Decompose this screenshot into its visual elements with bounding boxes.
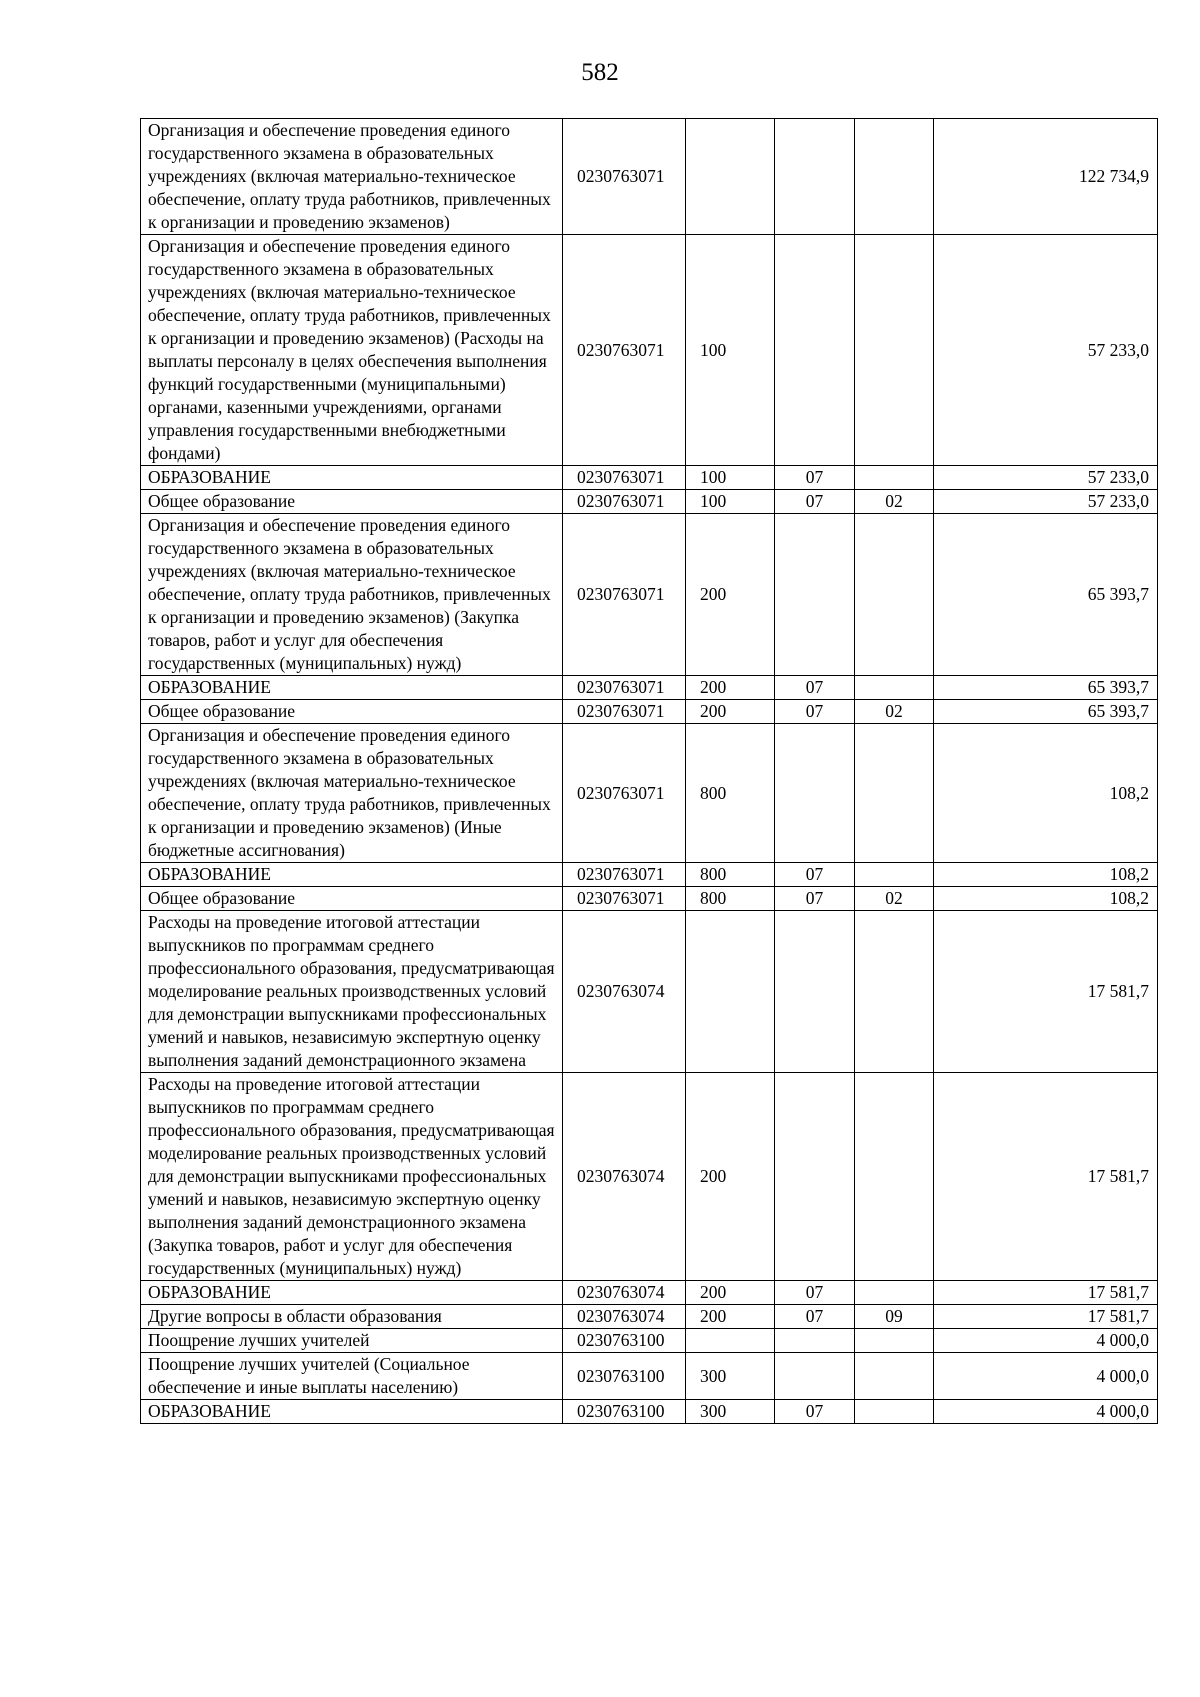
amount-cell: 57 233,0: [934, 466, 1158, 490]
target-article-cell: 0230763071: [563, 235, 686, 466]
expense-name-cell: ОБРАЗОВАНИЕ: [141, 676, 563, 700]
expense-type-cell: [686, 1329, 775, 1353]
section-cell: [775, 119, 855, 235]
section-cell: [775, 724, 855, 863]
target-article-cell: 0230763071: [563, 119, 686, 235]
table-row: [141, 676, 1158, 700]
table-row: [141, 724, 1158, 863]
table-row: [141, 700, 1158, 724]
subsection-cell: [855, 676, 934, 700]
target-article-cell: 0230763071: [563, 466, 686, 490]
amount-cell: 65 393,7: [934, 514, 1158, 676]
target-article-cell: 0230763071: [563, 724, 686, 863]
target-article-cell: 0230763074: [563, 911, 686, 1073]
subsection-cell: [855, 1400, 934, 1424]
expense-type-cell: 300: [686, 1400, 775, 1424]
table-row: [141, 911, 1158, 1073]
amount-cell: 4 000,0: [934, 1329, 1158, 1353]
amount-cell: 17 581,7: [934, 1281, 1158, 1305]
amount-cell: 122 734,9: [934, 119, 1158, 235]
subsection-cell: [855, 119, 934, 235]
subsection-cell: [855, 911, 934, 1073]
table-row: [141, 235, 1158, 466]
expense-name-cell: Общее образование: [141, 700, 563, 724]
expense-name-cell: Организация и обеспечение проведения единого государственного экзамена в образовательных учреждениях (включая материально-техническое обеспечение, оплату труда работников, привлеченных к организации и проведению экзаменов) (Иные бюджетные ассигнования): [141, 724, 563, 863]
table-row: [141, 1353, 1158, 1400]
expense-name-cell: Организация и обеспечение проведения единого государственного экзамена в образовательных учреждениях (включая материально-техническое обеспечение, оплату труда работников, привлеченных к организации и проведению экзаменов) (Закупка товаров, работ и услуг для обеспечения государственных (муниципальных) нужд): [141, 514, 563, 676]
section-cell: [775, 1329, 855, 1353]
amount-cell: 65 393,7: [934, 676, 1158, 700]
table-row: [141, 490, 1158, 514]
table-row: [141, 1073, 1158, 1281]
target-article-cell: 0230763100: [563, 1353, 686, 1400]
subsection-cell: [855, 1281, 934, 1305]
expense-name-cell: ОБРАЗОВАНИЕ: [141, 466, 563, 490]
target-article-cell: 0230763071: [563, 887, 686, 911]
expense-type-cell: 200: [686, 676, 775, 700]
target-article-cell: 0230763071: [563, 863, 686, 887]
amount-cell: 4 000,0: [934, 1353, 1158, 1400]
section-cell: 07: [775, 863, 855, 887]
amount-cell: 57 233,0: [934, 490, 1158, 514]
expense-name-cell: ОБРАЗОВАНИЕ: [141, 1400, 563, 1424]
expense-type-cell: 100: [686, 466, 775, 490]
expense-type-cell: 300: [686, 1353, 775, 1400]
subsection-cell: 09: [855, 1305, 934, 1329]
amount-cell: 65 393,7: [934, 700, 1158, 724]
section-cell: [775, 235, 855, 466]
expense-name-cell: Другие вопросы в области образования: [141, 1305, 563, 1329]
expense-type-cell: 800: [686, 724, 775, 863]
expense-type-cell: [686, 119, 775, 235]
section-cell: 07: [775, 676, 855, 700]
expense-type-cell: 200: [686, 1281, 775, 1305]
table-row: [141, 1329, 1158, 1353]
page-number: 582: [581, 59, 619, 86]
section-cell: 07: [775, 1305, 855, 1329]
target-article-cell: 0230763074: [563, 1281, 686, 1305]
amount-cell: 17 581,7: [934, 911, 1158, 1073]
table-row: [141, 514, 1158, 676]
expense-type-cell: 200: [686, 700, 775, 724]
subsection-cell: [855, 724, 934, 863]
target-article-cell: 0230763074: [563, 1073, 686, 1281]
budget-table-body: [141, 119, 1158, 1424]
section-cell: [775, 1073, 855, 1281]
subsection-cell: [855, 466, 934, 490]
expense-name-cell: Поощрение лучших учителей: [141, 1329, 563, 1353]
expense-name-cell: Организация и обеспечение проведения единого государственного экзамена в образовательных учреждениях (включая материально-техническое обеспечение, оплату труда работников, привлеченных к организации и проведению экзаменов): [141, 119, 563, 235]
section-cell: 07: [775, 887, 855, 911]
target-article-cell: 0230763100: [563, 1400, 686, 1424]
amount-cell: 57 233,0: [934, 235, 1158, 466]
table-row: [141, 119, 1158, 235]
expense-type-cell: 800: [686, 887, 775, 911]
table-row: [141, 1305, 1158, 1329]
section-cell: [775, 514, 855, 676]
budget-table: [140, 118, 1158, 1424]
section-cell: [775, 911, 855, 1073]
table-row: [141, 1281, 1158, 1305]
subsection-cell: 02: [855, 887, 934, 911]
expense-name-cell: Расходы на проведение итоговой аттестации выпускников по программам среднего профессионального образования, предусматривающая моделирование реальных производственных условий для демонстрации выпускниками профессиональных умений и навыков, независимую экспертную оценку выполнения заданий демонстрационного экзамена: [141, 911, 563, 1073]
expense-type-cell: 100: [686, 235, 775, 466]
table-row: [141, 1400, 1158, 1424]
section-cell: 07: [775, 1281, 855, 1305]
expense-name-cell: Общее образование: [141, 887, 563, 911]
expense-name-cell: ОБРАЗОВАНИЕ: [141, 1281, 563, 1305]
target-article-cell: 0230763074: [563, 1305, 686, 1329]
amount-cell: 4 000,0: [934, 1400, 1158, 1424]
subsection-cell: [855, 863, 934, 887]
expense-type-cell: 800: [686, 863, 775, 887]
amount-cell: 17 581,7: [934, 1073, 1158, 1281]
target-article-cell: 0230763071: [563, 676, 686, 700]
target-article-cell: 0230763071: [563, 490, 686, 514]
expense-name-cell: Расходы на проведение итоговой аттестации выпускников по программам среднего профессионального образования, предусматривающая моделирование реальных производственных условий для демонстрации выпускниками профессиональных умений и навыков, независимую экспертную оценку выполнения заданий демонстрационного экзамена (Закупка товаров, работ и услуг для обеспечения государственных (муниципальных) нужд): [141, 1073, 563, 1281]
subsection-cell: 02: [855, 700, 934, 724]
subsection-cell: [855, 1353, 934, 1400]
table-row: [141, 887, 1158, 911]
expense-type-cell: 100: [686, 490, 775, 514]
table-row: [141, 863, 1158, 887]
target-article-cell: 0230763071: [563, 514, 686, 676]
table-row: [141, 466, 1158, 490]
section-cell: 07: [775, 466, 855, 490]
amount-cell: 108,2: [934, 863, 1158, 887]
subsection-cell: [855, 514, 934, 676]
amount-cell: 17 581,7: [934, 1305, 1158, 1329]
amount-cell: 108,2: [934, 887, 1158, 911]
expense-name-cell: Поощрение лучших учителей (Социальное обеспечение и иные выплаты населению): [141, 1353, 563, 1400]
expense-type-cell: 200: [686, 1073, 775, 1281]
expense-name-cell: Общее образование: [141, 490, 563, 514]
section-cell: 07: [775, 700, 855, 724]
expense-type-cell: 200: [686, 514, 775, 676]
section-cell: [775, 1353, 855, 1400]
expense-name-cell: Организация и обеспечение проведения единого государственного экзамена в образовательных учреждениях (включая материально-техническое обеспечение, оплату труда работников, привлеченных к организации и проведению экзаменов) (Расходы на выплаты персоналу в целях обеспечения выполнения функций государственными (муниципальными) органами, казенными учреждениями, органами управления государственными внебюджетными фондами): [141, 235, 563, 466]
target-article-cell: 0230763100: [563, 1329, 686, 1353]
subsection-cell: 02: [855, 490, 934, 514]
expense-name-cell: ОБРАЗОВАНИЕ: [141, 863, 563, 887]
amount-cell: 108,2: [934, 724, 1158, 863]
target-article-cell: 0230763071: [563, 700, 686, 724]
expense-type-cell: 200: [686, 1305, 775, 1329]
subsection-cell: [855, 1073, 934, 1281]
section-cell: 07: [775, 1400, 855, 1424]
subsection-cell: [855, 235, 934, 466]
subsection-cell: [855, 1329, 934, 1353]
expense-type-cell: [686, 911, 775, 1073]
section-cell: 07: [775, 490, 855, 514]
